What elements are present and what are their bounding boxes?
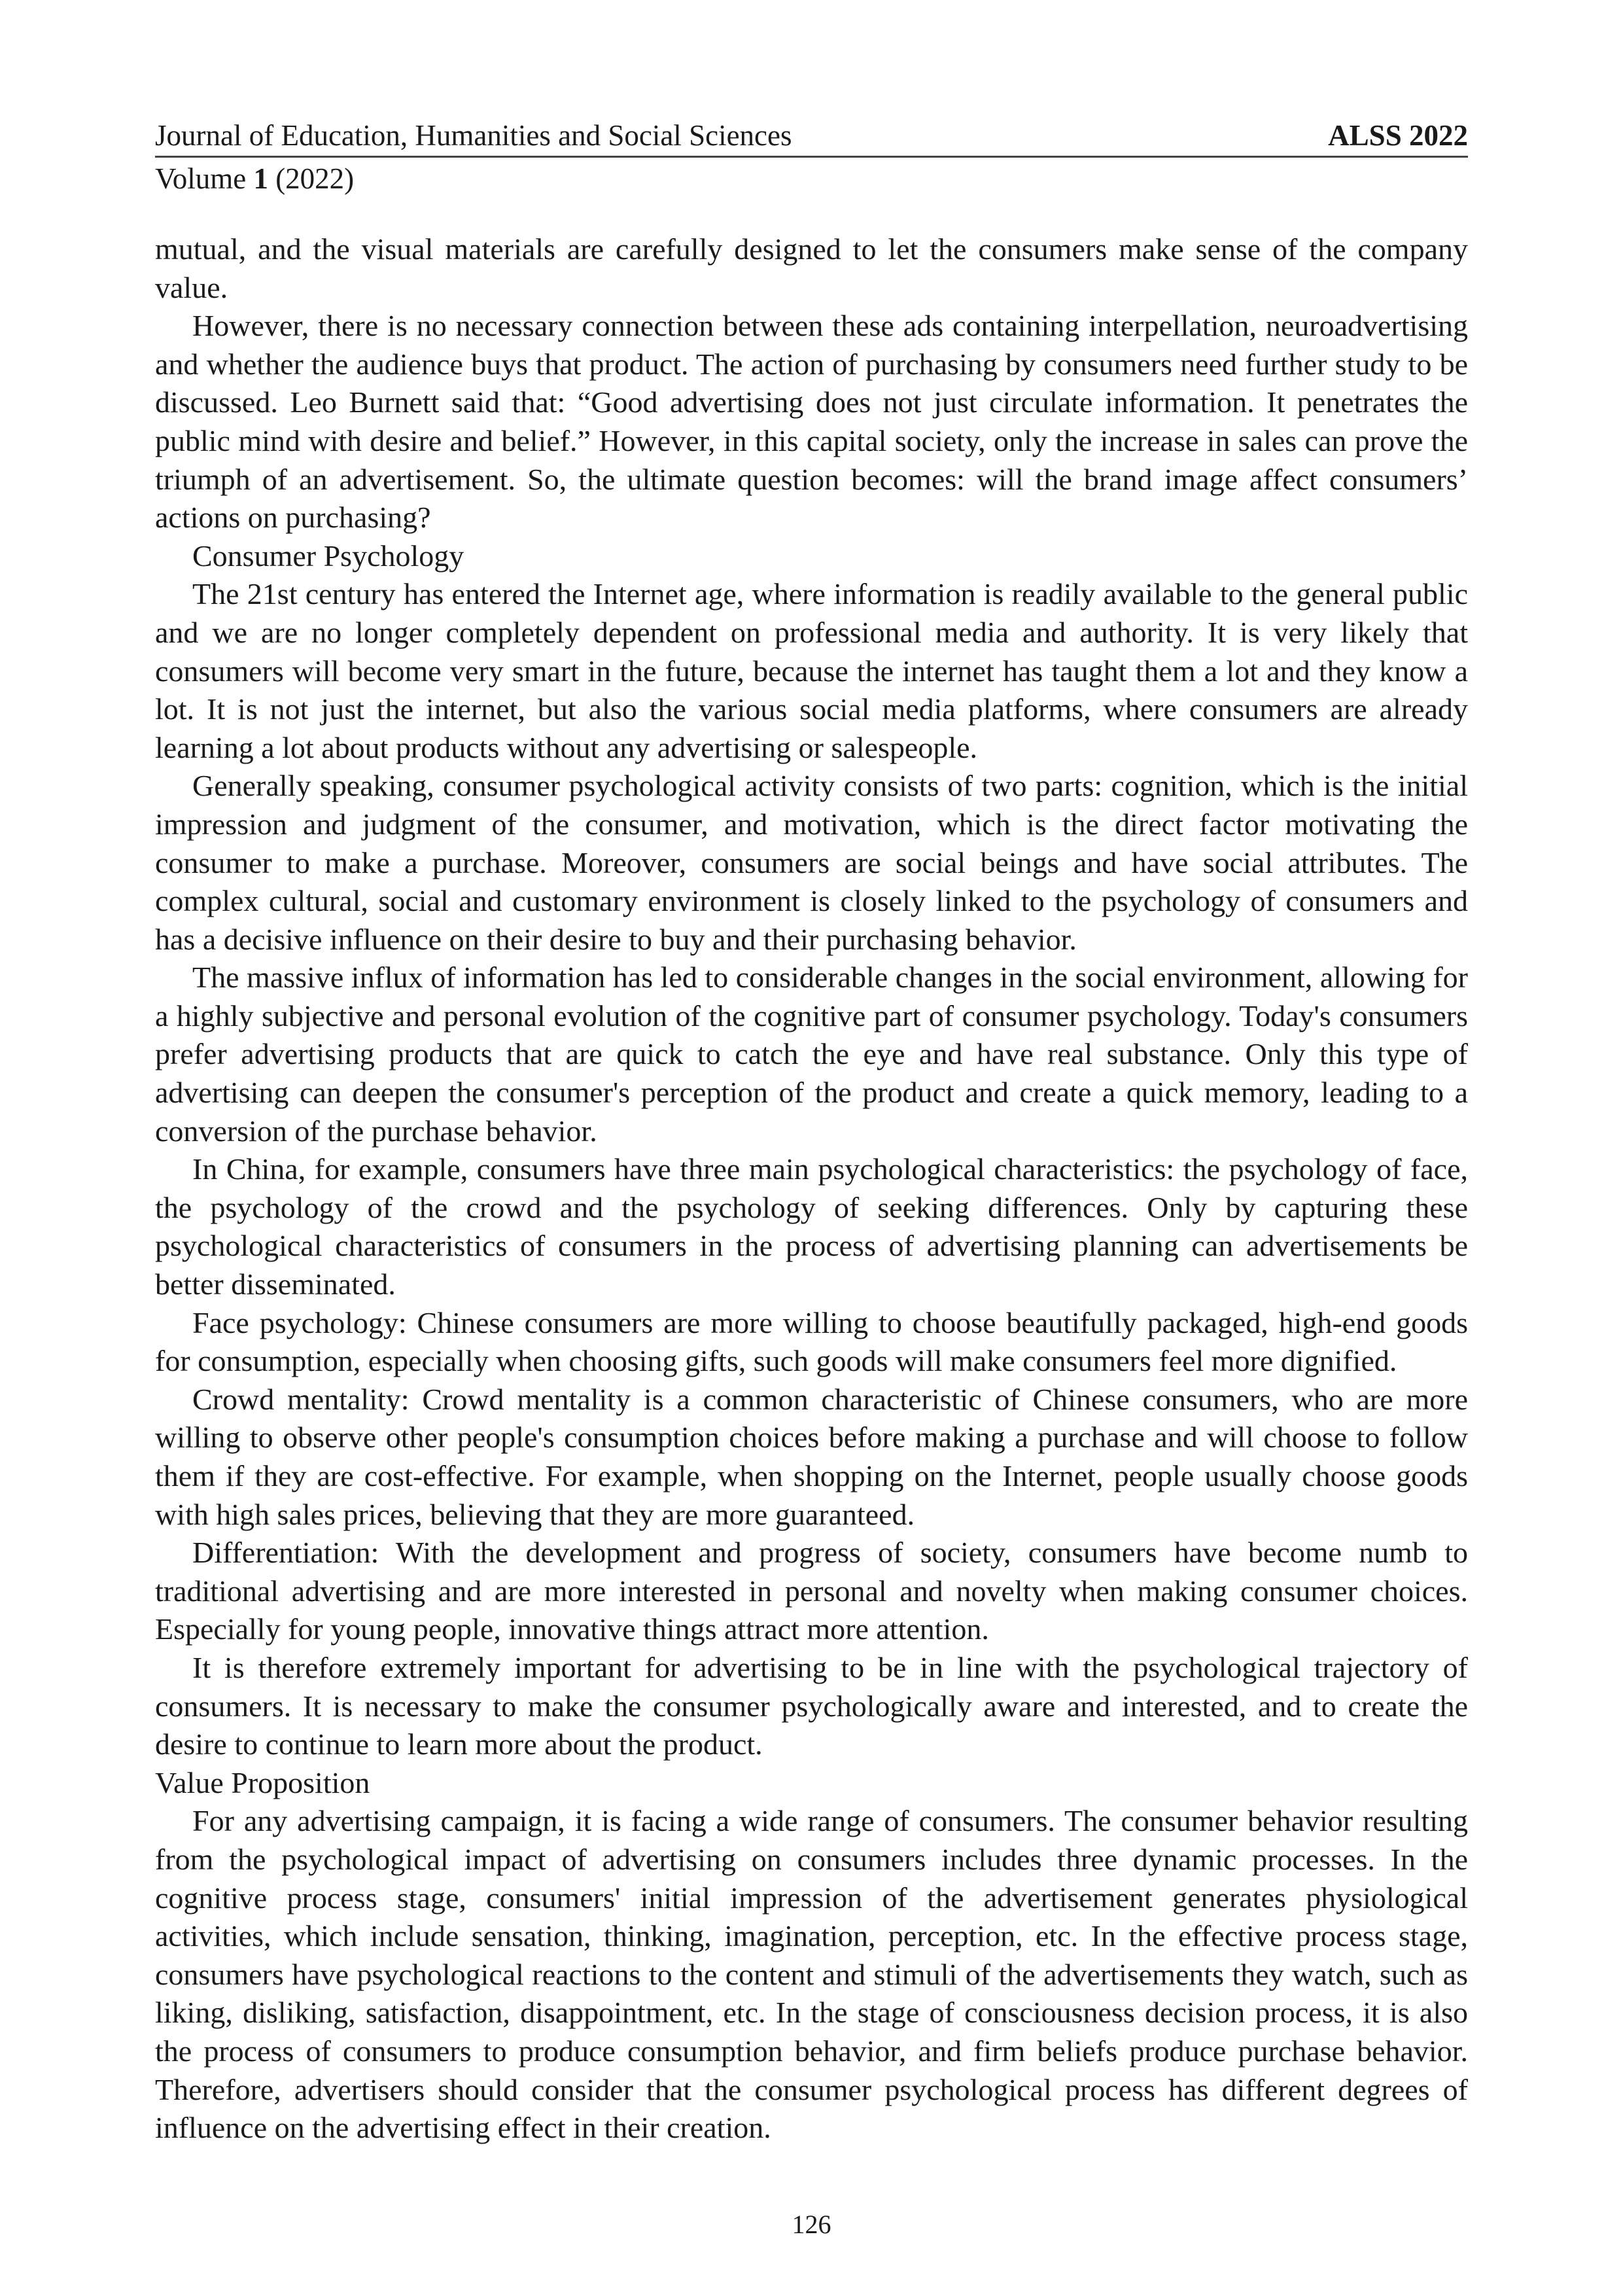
volume-number: 1: [253, 162, 268, 195]
article-body: [155, 230, 1468, 2147]
paragraph-face-psychology: Face psychology: Chinese consumers are more willing to choose beautifully packaged, high-end goods for consumption, especially when choosing gifts, such goods will make consumers feel more dignified.: [155, 1305, 1468, 1378]
paragraph-continued: mutual, and the visual materials are carefully designed to let the consumers make sense of the company value.: [155, 232, 1468, 304]
paragraph-internet-age: The 21st century has entered the Internet age, where information is readily available to the general public and we are no longer completely dependent on professional media and authority. It is very likely that consumers will become very smart in the future, because the internet has taught them a lot and they know a lot. It is not just the internet, but also the various social media platforms, where consumers are already learning a lot about products without any advertising or salespeople.: [155, 577, 1468, 764]
conference-label: ALSS 2022: [1328, 119, 1468, 152]
running-header: [155, 116, 1468, 198]
paragraph-psychological-activity: Generally speaking, consumer psychological activity consists of two parts: cognition, which is the initial impression and judgment of the consumer, and motivation, which is the direct factor motivating the consumer to make a purchase. Moreover, consumers are social beings and have social attributes. The complex cultural, social and customary environment is closely linked to the psychology of consumers and has a decisive influence on their desire to buy and their purchasing behavior.: [155, 769, 1468, 956]
page-number: 126: [792, 2210, 831, 2239]
journal-title: Journal of Education, Humanities and Social Sciences: [155, 119, 792, 152]
volume-line: [155, 159, 1468, 198]
section-heading-value-proposition: Value Proposition: [155, 1765, 370, 1799]
header-line: [155, 116, 1468, 158]
paragraph-information-influx: The massive influx of information has led to considerable changes in the social environment, allowing for a highly subjective and personal evolution of the cognitive part of consumer psychology. Today's consumers prefer advertising products that are quick to catch the eye and have real substance. Only this type of advertising can deepen the consumer's perception of the product and create a quick memory, leading to a conversion of the purchase behavior.: [155, 961, 1468, 1148]
volume-year: (2022): [275, 162, 355, 195]
paragraph-advertising-campaign: For any advertising campaign, it is facing a wide range of consumers. The consumer behavior resulting from the psychological impact of advertising on consumers includes three dynamic processes. In the cognitive process stage, consumers' initial impression of the advertisement generates physiological activities, which include sensation, thinking, imagination, perception, etc. In the effective process stage, consumers have psychological reactions to the content and stimuli of the advertisements they watch, such as liking, disliking, satisfaction, disappointment, etc. In the stage of consciousness decision process, it is also the process of consumers to produce consumption behavior, and firm beliefs produce purchase behavior. Therefore, advertisers should consider that the consumer psychological process has different degrees of influence on the advertising effect in their creation.: [155, 1804, 1468, 2145]
paragraph-differentiation: Differentiation: With the development and progress of society, consumers have become numb to traditional advertising and are more interested in personal and novelty when making consumer choices. Especially for young people, innovative things attract more attention.: [155, 1536, 1468, 1646]
paragraph-psychological-trajectory: It is therefore extremely important for advertising to be in line with the psychological trajectory of consumers. It is necessary to make the consumer psychologically aware and interested, and to create the desire to continue to learn more about the product.: [155, 1650, 1468, 1761]
section-heading-consumer-psychology: Consumer Psychology: [192, 539, 464, 573]
paragraph-burnett: However, there is no necessary connection between these ads containing interpellation, neuroadvertising and whether the audience buys that product. The action of purchasing by consumers need further study to be discussed. Leo Burnett said that: “Good advertising does not just circulate information. It penetrates the public mind with desire and belief.” However, in this capital society, only the increase in sales can prove the triumph of an advertisement. So, the ultimate question becomes: will the brand image affect consumers’ actions on purchasing?: [155, 309, 1468, 535]
volume-label: Volume: [155, 162, 247, 195]
paragraph-china-characteristics: In China, for example, consumers have three main psychological characteristics: the psychology of face, the psychology of the crowd and the psychology of seeking differences. Only by capturing these psychological characteristics of consumers in the process of advertising planning can advertisements be better disseminated.: [155, 1152, 1468, 1301]
paragraph-crowd-mentality: Crowd mentality: Crowd mentality is a common characteristic of Chinese consumers, who are more willing to observe other people's consumption choices before making a purchase and will choose to follow them if they are cost-effective. For example, when shopping on the Internet, people usually choose goods with high sales prices, believing that they are more guaranteed.: [155, 1382, 1468, 1531]
